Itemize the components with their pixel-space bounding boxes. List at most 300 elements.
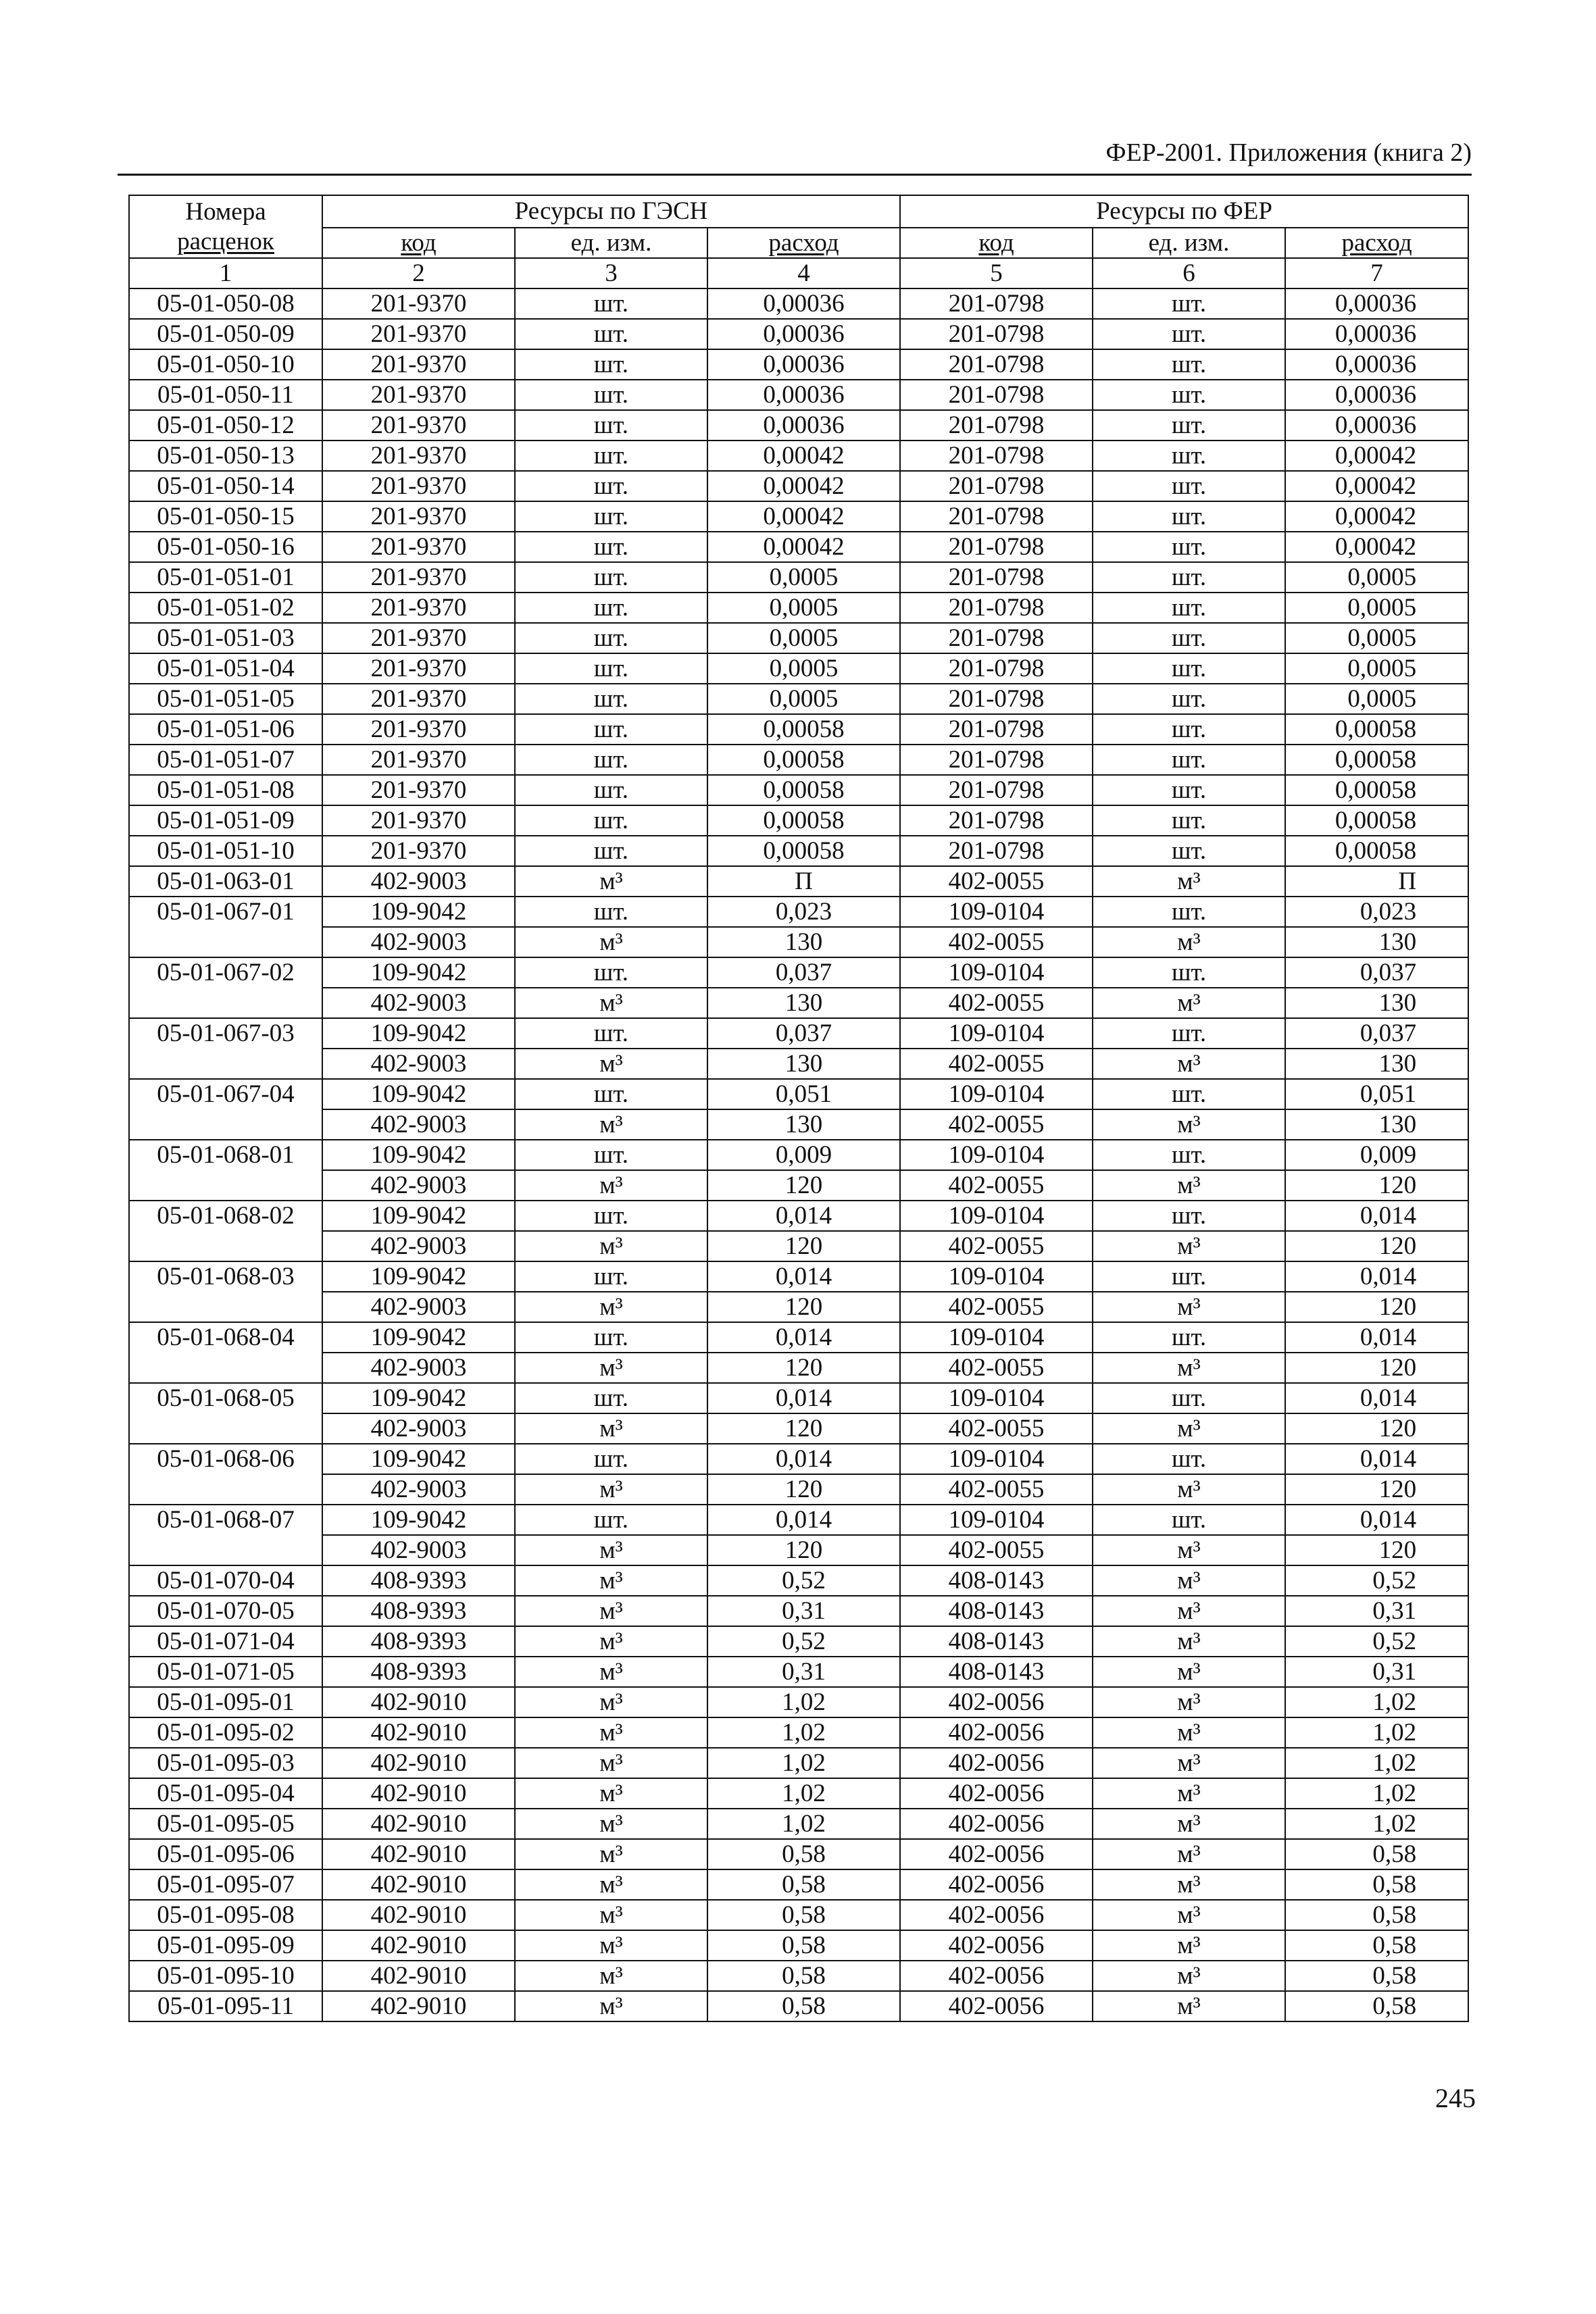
fer-unit-cell: шт. (1093, 775, 1285, 805)
gesn-code-cell: 402-9003 (322, 1170, 515, 1201)
table-row (129, 1535, 1468, 1565)
running-header (118, 135, 1472, 170)
table-row (129, 1292, 1468, 1322)
rate-number-cell: 05-01-095-03 (129, 1748, 322, 1778)
fer-code-cell: 201-0798 (900, 288, 1093, 319)
fer-consumption-cell: 0,037 (1285, 1018, 1468, 1049)
fer-code-cell: 201-0798 (900, 471, 1093, 501)
rate-number-cell: 05-01-067-03 (129, 1018, 322, 1049)
fer-unit-cell: м³ (1093, 1900, 1285, 1930)
table-row (129, 653, 1468, 684)
fer-unit-cell: шт. (1093, 1140, 1285, 1170)
fer-unit-cell: м³ (1093, 1353, 1285, 1383)
gesn-unit-cell: м³ (515, 1109, 707, 1140)
gesn-code-cell: 402-9010 (322, 1869, 515, 1900)
fer-consumption-cell: 120 (1285, 1292, 1468, 1322)
gesn-unit-cell: м³ (515, 866, 707, 897)
fer-unit-cell: шт. (1093, 1383, 1285, 1413)
table-row (129, 1413, 1468, 1444)
gesn-consumption-cell: 0,52 (707, 1626, 900, 1657)
fer-code-cell: 402-0055 (900, 1170, 1093, 1201)
gesn-unit-cell: м³ (515, 1930, 707, 1961)
fer-code-cell: 109-0104 (900, 897, 1093, 927)
fer-consumption-cell: 0,52 (1285, 1565, 1468, 1596)
fer-code-cell: 402-0055 (900, 1231, 1093, 1261)
rate-number-cell: 05-01-051-09 (129, 805, 322, 836)
rate-number-cell: 05-01-095-07 (129, 1869, 322, 1900)
fer-unit-cell: м³ (1093, 1839, 1285, 1869)
rate-number-cell (129, 1535, 322, 1565)
gesn-code-cell: 201-9370 (322, 288, 515, 319)
fer-code-cell: 201-0798 (900, 684, 1093, 714)
gesn-code-cell: 109-9042 (322, 1079, 515, 1109)
gesn-unit-cell: шт. (515, 349, 707, 380)
rate-number-cell (129, 1231, 322, 1261)
gesn-consumption-cell: 0,58 (707, 1961, 900, 1991)
rate-number-cell: 05-01-067-02 (129, 957, 322, 988)
gesn-consumption-cell: 0,0005 (707, 623, 900, 653)
fer-code-cell: 201-0798 (900, 593, 1093, 623)
fer-consumption-cell: 0,00036 (1285, 349, 1468, 380)
gesn-code-cell: 201-9370 (322, 836, 515, 866)
rate-number-cell: 05-01-070-04 (129, 1565, 322, 1596)
rate-number-header-line1: Номера (185, 197, 266, 226)
table-body (129, 288, 1468, 2021)
rate-number-cell: 05-01-051-05 (129, 684, 322, 714)
gesn-code-cell: 201-9370 (322, 349, 515, 380)
fer-consumption-cell: 0,58 (1285, 1991, 1468, 2021)
gesn-code-cell: 201-9370 (322, 805, 515, 836)
rate-number-cell: 05-01-095-05 (129, 1809, 322, 1839)
table-row (129, 593, 1468, 623)
rate-number-cell: 05-01-050-16 (129, 532, 322, 562)
rate-number-cell: 05-01-050-11 (129, 380, 322, 410)
gesn-code-cell: 402-9003 (322, 1049, 515, 1079)
fer-code-cell: 201-0798 (900, 501, 1093, 532)
fer-consumption-cell: 0,52 (1285, 1626, 1468, 1657)
table-row (129, 1353, 1468, 1383)
fer-unit-cell: м³ (1093, 1474, 1285, 1505)
gesn-unit-cell: м³ (515, 1413, 707, 1444)
gesn-code-cell: 408-9393 (322, 1596, 515, 1626)
fer-resources-header: Ресурсы по ФЕР (900, 195, 1468, 228)
gesn-unit-cell: м³ (515, 1869, 707, 1900)
gesn-consumption-cell: 120 (707, 1474, 900, 1505)
gesn-consumption-cell: 0,00042 (707, 471, 900, 501)
fer-consumption-cell: 1,02 (1285, 1717, 1468, 1748)
rate-number-cell: 05-01-051-08 (129, 775, 322, 805)
gesn-code-cell: 201-9370 (322, 714, 515, 745)
fer-unit-cell: шт. (1093, 957, 1285, 988)
gesn-unit-cell: шт. (515, 1201, 707, 1231)
rate-number-cell: 05-01-051-07 (129, 745, 322, 775)
fer-code-cell: 402-0056 (900, 1900, 1093, 1930)
table-row (129, 1018, 1468, 1049)
fer-code-cell: 201-0798 (900, 623, 1093, 653)
fer-code-cell: 109-0104 (900, 1140, 1093, 1170)
gesn-unit-cell: м³ (515, 1748, 707, 1778)
fer-consumption-cell: 0,58 (1285, 1839, 1468, 1869)
gesn-code-cell: 402-9010 (322, 1748, 515, 1778)
fer-unit-cell: шт. (1093, 1505, 1285, 1535)
gesn-code-cell: 402-9003 (322, 1474, 515, 1505)
gesn-code-cell: 109-9042 (322, 1505, 515, 1535)
gesn-unit-cell: шт. (515, 805, 707, 836)
gesn-consumption-cell: 0,00036 (707, 288, 900, 319)
table-row (129, 1869, 1468, 1900)
gesn-code-cell: 402-9010 (322, 1961, 515, 1991)
table-row (129, 957, 1468, 988)
fer-unit-cell: м³ (1093, 1231, 1285, 1261)
table-row (129, 562, 1468, 593)
rate-number-cell (129, 927, 322, 957)
gesn-consumption-cell: 130 (707, 1049, 900, 1079)
gesn-consumption-cell: 0,014 (707, 1444, 900, 1474)
fer-code-cell: 402-0055 (900, 1292, 1093, 1322)
table-row (129, 1231, 1468, 1261)
fer-unit-cell: м³ (1093, 1413, 1285, 1444)
fer-consumption-cell: 0,00042 (1285, 501, 1468, 532)
gesn-code-cell: 201-9370 (322, 653, 515, 684)
column-number: 6 (1093, 258, 1285, 288)
gesn-code-cell: 109-9042 (322, 1383, 515, 1413)
table-row (129, 1930, 1468, 1961)
fer-unit-cell: шт. (1093, 1261, 1285, 1292)
table-row (129, 349, 1468, 380)
column-number: 5 (900, 258, 1093, 288)
gesn-unit-cell: шт. (515, 957, 707, 988)
rate-number-cell (129, 1353, 322, 1383)
gesn-code-cell: 402-9003 (322, 866, 515, 897)
gesn-code-cell: 109-9042 (322, 1444, 515, 1474)
fer-code-header: код (900, 228, 1093, 258)
fer-consumption-cell: 0,00058 (1285, 745, 1468, 775)
fer-unit-cell: м³ (1093, 1809, 1285, 1839)
fer-code-cell: 201-0798 (900, 410, 1093, 441)
fer-code-cell: 408-0143 (900, 1565, 1093, 1596)
rate-number-cell: 05-01-068-03 (129, 1261, 322, 1292)
table-row (129, 1109, 1468, 1140)
fer-consumption-cell: 0,00058 (1285, 805, 1468, 836)
rate-number-cell: 05-01-095-10 (129, 1961, 322, 1991)
fer-consumption-cell: 0,0005 (1285, 623, 1468, 653)
gesn-unit-cell: шт. (515, 532, 707, 562)
fer-consumption-cell: 1,02 (1285, 1748, 1468, 1778)
table-row (129, 1778, 1468, 1809)
gesn-unit-cell: шт. (515, 714, 707, 745)
fer-consumption-cell: 0,051 (1285, 1079, 1468, 1109)
fer-unit-cell: шт. (1093, 836, 1285, 866)
column-number: 4 (707, 258, 900, 288)
gesn-consumption-cell: 120 (707, 1535, 900, 1565)
table-row (129, 1140, 1468, 1170)
fer-unit-cell: шт. (1093, 745, 1285, 775)
rate-number-cell: 05-01-051-01 (129, 562, 322, 593)
fer-code-cell: 402-0055 (900, 1049, 1093, 1079)
fer-unit-cell: м³ (1093, 1292, 1285, 1322)
gesn-unit-cell: м³ (515, 1687, 707, 1717)
gesn-consumption-cell: 120 (707, 1231, 900, 1261)
table-row (129, 471, 1468, 501)
gesn-consumption-cell: 0,31 (707, 1657, 900, 1687)
gesn-consumption-cell: П (707, 866, 900, 897)
table-row (129, 1565, 1468, 1596)
gesn-consumption-cell: 0,00058 (707, 775, 900, 805)
gesn-consumption-cell: 130 (707, 988, 900, 1018)
table-row (129, 1748, 1468, 1778)
gesn-consumption-cell: 0,014 (707, 1322, 900, 1353)
rate-number-cell: 05-01-067-04 (129, 1079, 322, 1109)
fer-consumption-cell: 0,00036 (1285, 288, 1468, 319)
gesn-consumption-cell: 120 (707, 1353, 900, 1383)
gesn-unit-cell: м³ (515, 1961, 707, 1991)
gesn-unit-cell: шт. (515, 836, 707, 866)
gesn-code-cell: 201-9370 (322, 471, 515, 501)
fer-unit-cell: шт. (1093, 1201, 1285, 1231)
rate-number-cell: 05-01-050-15 (129, 501, 322, 532)
table-row (129, 1626, 1468, 1657)
gesn-unit-cell: шт. (515, 380, 707, 410)
table-row (129, 1657, 1468, 1687)
fer-unit-cell: шт. (1093, 1444, 1285, 1474)
fer-consumption-cell: 120 (1285, 1231, 1468, 1261)
fer-code-cell: 109-0104 (900, 1444, 1093, 1474)
table-row (129, 805, 1468, 836)
gesn-code-cell: 402-9003 (322, 988, 515, 1018)
gesn-unit-cell: шт. (515, 1322, 707, 1353)
fer-consumption-cell: 1,02 (1285, 1809, 1468, 1839)
gesn-unit-cell: м³ (515, 1657, 707, 1687)
gesn-unit-cell: шт. (515, 319, 707, 349)
fer-code-cell: 109-0104 (900, 1322, 1093, 1353)
fer-consumption-cell: 0,014 (1285, 1261, 1468, 1292)
table-row (129, 288, 1468, 319)
gesn-consumption-cell: 0,52 (707, 1565, 900, 1596)
table-row (129, 866, 1468, 897)
gesn-code-cell: 408-9393 (322, 1657, 515, 1687)
rate-number-cell: 05-01-095-04 (129, 1778, 322, 1809)
rate-number-cell: 05-01-050-13 (129, 441, 322, 471)
gesn-consumption-cell: 0,014 (707, 1383, 900, 1413)
fer-consumption-cell: 0,00036 (1285, 410, 1468, 441)
fer-code-cell: 402-0055 (900, 1353, 1093, 1383)
resources-table (128, 195, 1469, 2022)
table-row (129, 1596, 1468, 1626)
fer-consumption-cell: 0,009 (1285, 1140, 1468, 1170)
gesn-unit-cell: шт. (515, 1383, 707, 1413)
table-row (129, 319, 1468, 349)
fer-unit-cell: шт. (1093, 501, 1285, 532)
fer-code-cell: 408-0143 (900, 1596, 1093, 1626)
rate-number-cell: 05-01-051-04 (129, 653, 322, 684)
gesn-consumption-cell: 0,0005 (707, 593, 900, 623)
table-row (129, 1687, 1468, 1717)
gesn-consumption-cell: 0,00058 (707, 805, 900, 836)
fer-unit-cell: шт. (1093, 897, 1285, 927)
gesn-consumption-cell: 120 (707, 1413, 900, 1444)
gesn-consumption-cell: 0,58 (707, 1839, 900, 1869)
table-row (129, 1900, 1468, 1930)
gesn-unit-cell: шт. (515, 593, 707, 623)
gesn-unit-cell: м³ (515, 927, 707, 957)
gesn-consumption-cell: 0,00036 (707, 319, 900, 349)
fer-unit-cell: м³ (1093, 1687, 1285, 1717)
gesn-code-cell: 402-9003 (322, 1109, 515, 1140)
gesn-unit-cell: м³ (515, 1535, 707, 1565)
gesn-code-cell: 109-9042 (322, 1201, 515, 1231)
gesn-code-cell: 402-9003 (322, 1292, 515, 1322)
rate-number-cell: 05-01-070-05 (129, 1596, 322, 1626)
fer-consumption-cell: 0,31 (1285, 1657, 1468, 1687)
gesn-unit-cell: шт. (515, 562, 707, 593)
table-row (129, 1170, 1468, 1201)
fer-consumption-cell: 0,00042 (1285, 532, 1468, 562)
fer-consumption-cell: 130 (1285, 927, 1468, 957)
gesn-unit-cell: м³ (515, 988, 707, 1018)
fer-code-cell: 402-0055 (900, 927, 1093, 957)
gesn-code-cell: 402-9010 (322, 1717, 515, 1748)
fer-consumption-cell: 0,023 (1285, 897, 1468, 927)
rate-number-cell: 05-01-071-04 (129, 1626, 322, 1657)
gesn-code-cell: 109-9042 (322, 1322, 515, 1353)
rate-number-cell: 05-01-050-14 (129, 471, 322, 501)
fer-unit-cell: шт. (1093, 714, 1285, 745)
rate-number-cell: 05-01-051-10 (129, 836, 322, 866)
gesn-resources-header: Ресурсы по ГЭСН (322, 195, 900, 228)
gesn-code-cell: 109-9042 (322, 1018, 515, 1049)
fer-code-cell: 402-0055 (900, 1413, 1093, 1444)
gesn-consumption-cell: 0,58 (707, 1869, 900, 1900)
gesn-code-cell: 201-9370 (322, 775, 515, 805)
fer-code-cell: 402-0056 (900, 1687, 1093, 1717)
fer-consumption-cell: 0,014 (1285, 1505, 1468, 1535)
gesn-consumption-cell: 0,58 (707, 1900, 900, 1930)
fer-unit-cell: шт. (1093, 319, 1285, 349)
fer-consumption-cell: 130 (1285, 1109, 1468, 1140)
gesn-consumption-cell: 120 (707, 1292, 900, 1322)
table-row (129, 745, 1468, 775)
fer-code-cell: 402-0055 (900, 1474, 1093, 1505)
gesn-code-cell: 109-9042 (322, 1261, 515, 1292)
fer-consumption-cell: 120 (1285, 1535, 1468, 1565)
table-row (129, 1991, 1468, 2021)
gesn-consumption-cell: 120 (707, 1170, 900, 1201)
fer-consumption-cell: 120 (1285, 1413, 1468, 1444)
fer-unit-cell: шт. (1093, 1018, 1285, 1049)
fer-consumption-cell: 0,58 (1285, 1930, 1468, 1961)
gesn-unit-cell: м³ (515, 1717, 707, 1748)
gesn-code-cell: 408-9393 (322, 1626, 515, 1657)
rate-number-cell: 05-01-095-09 (129, 1930, 322, 1961)
rate-number-cell: 05-01-068-04 (129, 1322, 322, 1353)
gesn-consumption-cell: 1,02 (707, 1717, 900, 1748)
table-row (129, 775, 1468, 805)
gesn-unit-cell: шт. (515, 501, 707, 532)
fer-code-cell: 201-0798 (900, 532, 1093, 562)
fer-unit-cell: м³ (1093, 1596, 1285, 1626)
fer-code-cell: 201-0798 (900, 319, 1093, 349)
gesn-code-cell: 402-9010 (322, 1778, 515, 1809)
gesn-code-cell: 402-9003 (322, 927, 515, 957)
gesn-consumption-cell: 0,00058 (707, 745, 900, 775)
table-row (129, 897, 1468, 927)
fer-unit-cell: шт. (1093, 593, 1285, 623)
column-number: 1 (129, 258, 322, 288)
fer-code-cell: 109-0104 (900, 957, 1093, 988)
gesn-consumption-cell: 0,009 (707, 1140, 900, 1170)
table-row (129, 1322, 1468, 1353)
rate-number-cell: 05-01-095-08 (129, 1900, 322, 1930)
fer-unit-cell: шт. (1093, 349, 1285, 380)
fer-consumption-cell: 0,58 (1285, 1900, 1468, 1930)
gesn-consumption-cell: 130 (707, 1109, 900, 1140)
table-row (129, 1444, 1468, 1474)
fer-consumption-cell: 0,014 (1285, 1201, 1468, 1231)
fer-unit-cell: м³ (1093, 1657, 1285, 1687)
fer-consumption-cell: 0,014 (1285, 1383, 1468, 1413)
rate-number-cell: 05-01-095-02 (129, 1717, 322, 1748)
fer-code-cell: 201-0798 (900, 805, 1093, 836)
rate-number-cell: 05-01-095-06 (129, 1839, 322, 1869)
gesn-consumption-cell: 0,00036 (707, 349, 900, 380)
gesn-code-cell: 201-9370 (322, 684, 515, 714)
table-row (129, 532, 1468, 562)
gesn-unit-cell: шт. (515, 775, 707, 805)
gesn-unit-cell: шт. (515, 897, 707, 927)
table-head (129, 195, 1468, 288)
fer-code-cell: 201-0798 (900, 745, 1093, 775)
rate-number-cell: 05-01-068-05 (129, 1383, 322, 1413)
rate-number-header-line2: расценок (177, 227, 274, 255)
fer-code-cell: 402-0055 (900, 988, 1093, 1018)
fer-unit-cell: м³ (1093, 1170, 1285, 1201)
fer-unit-cell: м³ (1093, 1565, 1285, 1596)
fer-consumption-cell: 0,00036 (1285, 319, 1468, 349)
rate-number-cell (129, 1170, 322, 1201)
table-row (129, 1079, 1468, 1109)
fer-consumption-cell: 120 (1285, 1474, 1468, 1505)
fer-code-cell: 402-0056 (900, 1748, 1093, 1778)
gesn-consumption-cell: 1,02 (707, 1748, 900, 1778)
fer-unit-cell: м³ (1093, 1778, 1285, 1809)
fer-consumption-cell: 1,02 (1285, 1687, 1468, 1717)
fer-code-cell: 109-0104 (900, 1079, 1093, 1109)
gesn-code-cell: 402-9010 (322, 1809, 515, 1839)
page-number: 245 (1435, 2083, 1476, 2113)
fer-code-cell: 408-0143 (900, 1626, 1093, 1657)
gesn-unit-cell: м³ (515, 1231, 707, 1261)
gesn-unit-cell: м³ (515, 1839, 707, 1869)
rate-number-cell: 05-01-050-12 (129, 410, 322, 441)
fer-code-cell: 109-0104 (900, 1201, 1093, 1231)
gesn-unit-cell: шт. (515, 471, 707, 501)
gesn-unit-cell: шт. (515, 441, 707, 471)
gesn-unit-cell: шт. (515, 288, 707, 319)
fer-consumption-cell: 130 (1285, 1049, 1468, 1079)
gesn-unit-cell: м³ (515, 1900, 707, 1930)
fer-consumption-cell: 0,014 (1285, 1322, 1468, 1353)
fer-consumption-cell: 0,014 (1285, 1444, 1468, 1474)
gesn-code-cell: 201-9370 (322, 532, 515, 562)
table-row (129, 1961, 1468, 1991)
gesn-code-cell: 201-9370 (322, 593, 515, 623)
fer-code-cell: 201-0798 (900, 441, 1093, 471)
rate-number-cell: 05-01-050-10 (129, 349, 322, 380)
fer-code-cell: 402-0056 (900, 1717, 1093, 1748)
fer-consumption-cell: 0,00058 (1285, 714, 1468, 745)
gesn-consumption-cell: 0,037 (707, 957, 900, 988)
gesn-code-cell: 201-9370 (322, 745, 515, 775)
